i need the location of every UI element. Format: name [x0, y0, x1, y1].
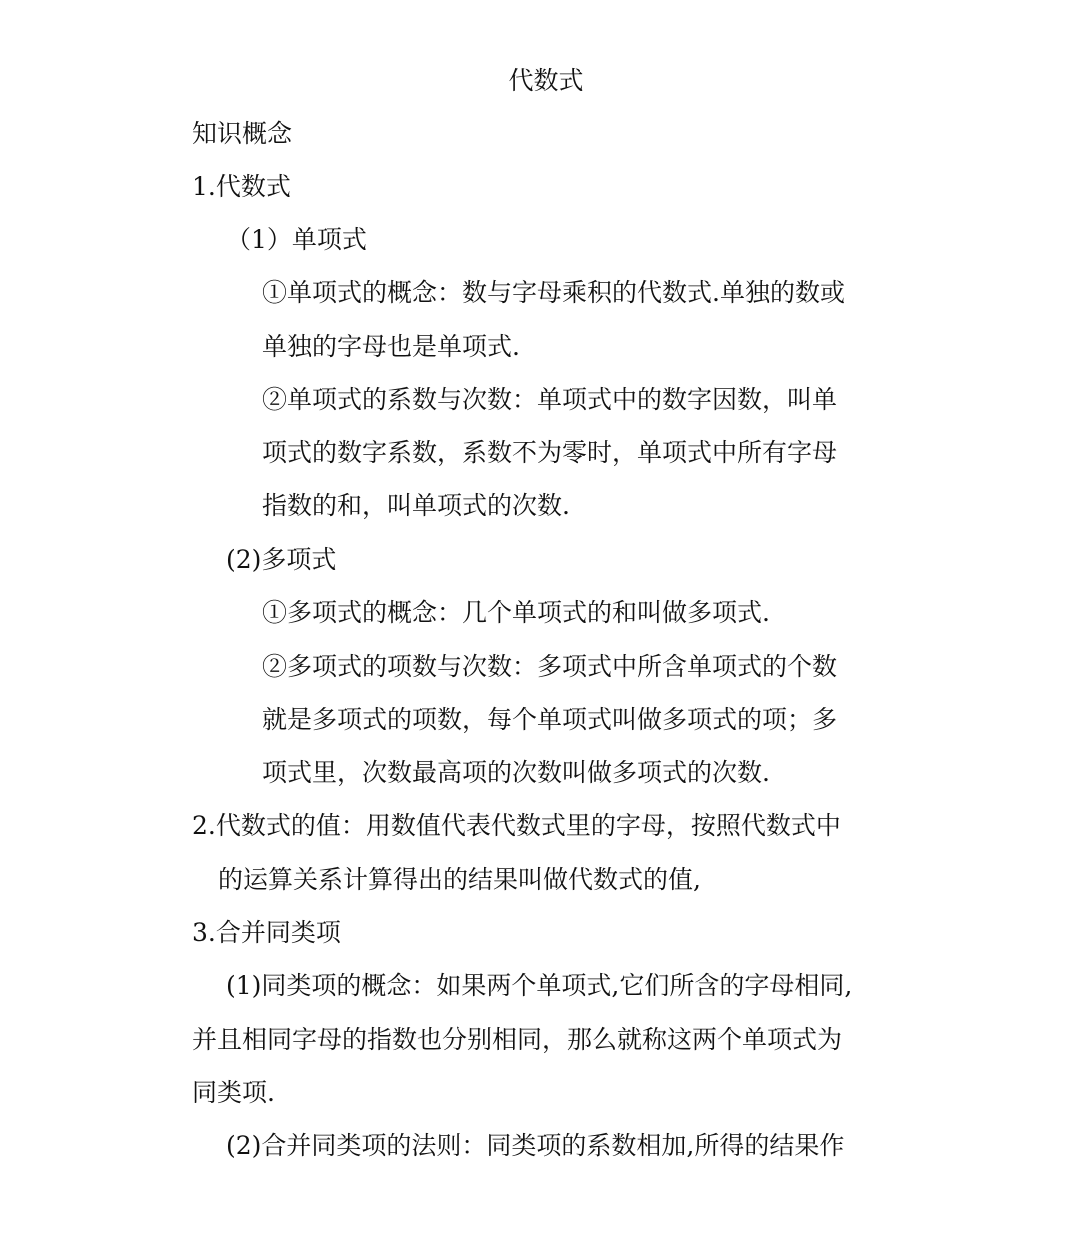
- paragraph-line: ①多项式的概念：几个单项式的和叫做多项式.: [262, 598, 770, 627]
- paragraph-line: 指数的和，叫单项式的次数.: [262, 491, 570, 520]
- document-title: 代数式: [508, 66, 584, 95]
- paragraph-line: 项式里，次数最高项的次数叫做多项式的次数.: [262, 758, 770, 787]
- paragraph-line: 就是多项式的项数，每个单项式叫做多项式的项；多: [262, 705, 838, 734]
- paragraph-line: 同类项.: [192, 1078, 275, 1107]
- paragraph-line: 的运算关系计算得出的结果叫做代数式的值,: [218, 865, 701, 894]
- paragraph-line: ②单项式的系数与次数：单项式中的数字因数，叫单: [262, 385, 838, 414]
- section-heading: 知识概念: [192, 119, 293, 148]
- subheading-monomial: （1）单项式: [226, 225, 367, 254]
- paragraph-line: 单独的字母也是单项式.: [262, 332, 520, 361]
- heading-1: 1.代数式: [192, 172, 291, 201]
- paragraph-line: ②多项式的项数与次数：多项式中所含单项式的个数: [262, 652, 838, 681]
- heading-3: 3.合并同类项: [192, 918, 341, 947]
- paragraph-line: 并且相同字母的指数也分别相同，那么就称这两个单项式为: [192, 1025, 843, 1054]
- paragraph-line: 项式的数字系数，系数不为零时，单项式中所有字母: [262, 438, 838, 467]
- paragraph-line: (1)同类项的概念：如果两个单项式,它们所含的字母相同,: [226, 971, 853, 1000]
- paragraph-line: (2)合并同类项的法则：同类项的系数相加,所得的结果作: [226, 1131, 845, 1160]
- paragraph-line: ①单项式的概念：数与字母乘积的代数式.单独的数或: [262, 278, 845, 307]
- heading-2: 2.代数式的值：用数值代表代数式里的字母，按照代数式中: [192, 811, 841, 840]
- subheading-polynomial: (2)多项式: [226, 545, 337, 574]
